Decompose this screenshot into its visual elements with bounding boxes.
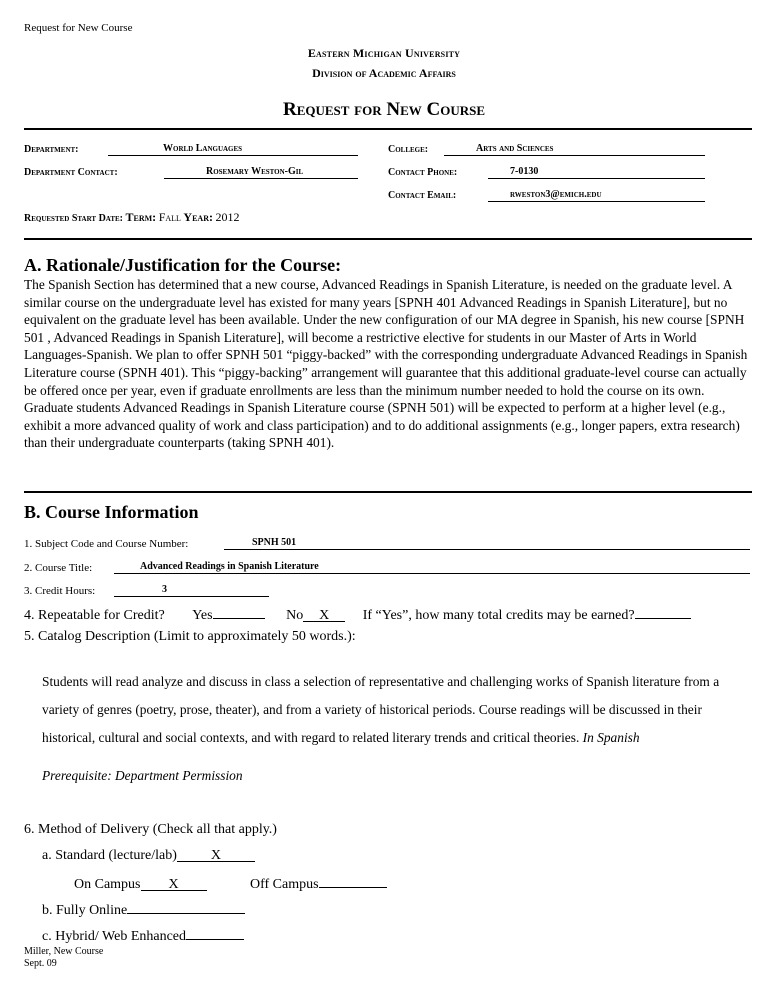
standard-mark: X <box>210 848 221 863</box>
item2-label: 2. Course Title: <box>24 562 93 574</box>
phone-value: 7-0130 <box>510 166 539 177</box>
header-rule <box>24 128 752 130</box>
item6c-label: c. Hybrid/ Web Enhanced <box>42 929 187 944</box>
email-label: Contact Email: <box>388 190 457 201</box>
standard-field[interactable] <box>177 848 255 862</box>
prerequisite: Prerequisite: Department Permission <box>42 768 243 783</box>
term-label: Term: <box>125 210 157 224</box>
start-date-row <box>24 210 239 225</box>
contact-label: Department Contact: <box>24 167 118 178</box>
email-field[interactable] <box>488 188 705 202</box>
campus-row <box>74 874 387 893</box>
catalog-italic: In Spanish <box>582 730 640 746</box>
university-name: Eastern Michigan University <box>307 46 461 60</box>
term-value: Fall <box>158 210 181 224</box>
department-label: Department: <box>24 144 79 155</box>
off-campus-field[interactable] <box>319 874 387 888</box>
item4-no-label: No <box>286 608 304 623</box>
year-value: 2012 <box>215 210 240 224</box>
item4-yes-field[interactable] <box>213 605 265 619</box>
footer-line-1: Miller, New Course <box>24 946 104 957</box>
college-value: Arts and Sciences <box>476 143 554 154</box>
college-field[interactable] <box>444 142 705 156</box>
email-value: rweston3@emich.edu <box>510 189 602 200</box>
catalog-description <box>42 668 750 753</box>
footer <box>24 946 103 970</box>
running-head: Request for New Course <box>24 22 133 34</box>
credit-hours-field[interactable] <box>114 583 269 597</box>
catalog-text: Students will read analyze and discuss in class a selection of representative and challenging works of Spanish literature from a variety of genres (poetry, prose, theater), and from a variety of historical periods. Course readings will be discussed in their historical, cultural and social contexts, and with regard to related literary trends and critical theories. <box>42 674 720 746</box>
rationale-text: The Spanish Section has determined that a new course, Advanced Readings in Spanish Literature, is needed on the graduate level. A similar course on the undergraduate level has existed for many years [SPNH 401 Advanced Readings in Spanish Literature], but no equivalent on the graduate level has been available. Under the new configuration of our MA degree in Spanish, his new course [SPNH 501 , Advanced Readings in Spanish Literature], will become a restrictive elective for students in our Master of Arts in World Languages-Spanish. We plan to offer SPNH 501 “piggy-backed” with the corresponding undergraduate Advanced Readings in Spanish Literature course (SPNH 401). This “piggy-backing” arrangement will guarantee that this additional graduate-level course can actually be offered once per year, even if graduate enrollments are less than the minimum number needed to hold the course on its own. Graduate students Advanced Readings in Spanish Literature course (SPNH 501) will be expected to perform at a higher level (e.g., exhibit a more advanced quality of work and class participation) and to do additional assignments (e.g., longer papers, extra research) than their undergraduate counterparts (taking SPNH 401). <box>24 277 748 451</box>
department-field[interactable] <box>108 142 358 156</box>
college-label: College: <box>388 144 429 155</box>
department-value: World Languages <box>163 143 243 154</box>
item6a-label: a. Standard (lecture/lab) <box>42 848 177 863</box>
item4-row <box>24 605 691 624</box>
course-title-field[interactable] <box>114 560 750 574</box>
phone-field[interactable] <box>488 165 705 179</box>
on-campus-label: On Campus <box>74 877 141 892</box>
start-date-label: Requested Start Date: <box>24 213 124 224</box>
contact-field[interactable] <box>164 165 358 179</box>
item6b-row <box>42 900 245 919</box>
hybrid-field[interactable] <box>186 926 244 940</box>
section-b-heading: B. Course Information <box>24 502 199 522</box>
division-name: Division of Academic Affairs <box>312 66 456 80</box>
item4-label: 4. Repeatable for Credit? <box>24 608 165 623</box>
footer-line-2: Sept. 09 <box>24 958 57 969</box>
item1-label: 1. Subject Code and Course Number: <box>24 538 189 550</box>
item6a-row <box>42 848 255 864</box>
item4-no-mark: X <box>319 608 330 623</box>
section-rule-a <box>24 238 752 240</box>
phone-label: Contact Phone: <box>388 167 458 178</box>
item3-label: 3. Credit Hours: <box>24 585 96 597</box>
contact-value: Rosemary Weston-Gil <box>206 166 304 177</box>
year-label: Year: <box>183 210 213 224</box>
item4-credits-field[interactable] <box>635 605 691 619</box>
course-title-value: Advanced Readings in Spanish Literature <box>140 561 319 572</box>
item6c-row <box>42 926 244 945</box>
section-a-heading: A. Rationale/Justification for the Course: <box>24 255 342 275</box>
item6b-label: b. Fully Online <box>42 903 128 918</box>
item4-yes-label: Yes <box>192 608 213 623</box>
page-title: Request for New Course <box>282 99 486 120</box>
item5-label: 5. Catalog Description (Limit to approximately 50 words.): <box>24 629 356 644</box>
on-campus-mark: X <box>168 877 179 892</box>
course-number-value: SPNH 501 <box>252 537 297 548</box>
on-campus-field[interactable] <box>141 877 207 891</box>
section-rule-b <box>24 491 752 493</box>
item4-question: If “Yes”, how many total credits may be earned? <box>362 608 635 623</box>
off-campus-label: Off Campus <box>250 877 319 892</box>
item6-label: 6. Method of Delivery (Check all that apply.) <box>24 822 277 837</box>
credit-hours-value: 3 <box>162 584 167 595</box>
item4-no-field[interactable] <box>303 608 345 622</box>
fully-online-field[interactable] <box>127 900 245 914</box>
course-number-field[interactable] <box>224 536 750 550</box>
